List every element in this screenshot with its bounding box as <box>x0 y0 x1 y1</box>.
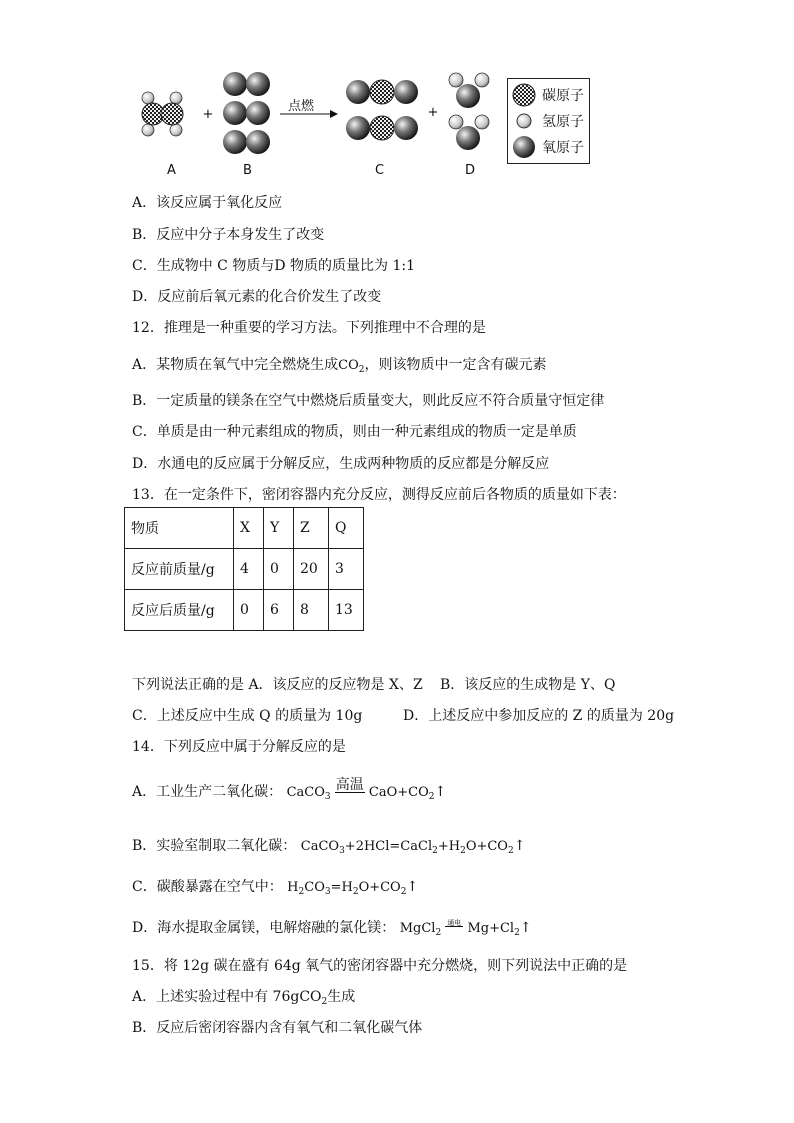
legend-oxygen <box>512 135 584 159</box>
q13-stem: 13．在一定条件下，密闭容器内充分反应，测得反应前后各物质的质量如下表： <box>132 487 626 503</box>
q12-a-sub: 2 <box>358 365 365 375</box>
table-row <box>125 590 364 631</box>
q14-d-label: D．海水提取金属镁，电解熔融的氯化镁： <box>132 920 396 936</box>
q13-mass-table <box>124 507 364 631</box>
label-b: B <box>243 163 252 178</box>
q15-a-post: 生成 <box>327 989 356 1005</box>
q14-d-condition: 通电 <box>447 918 462 927</box>
q12-option-b: B．一定质量的镁条在空气中燃烧后质量变大，则此反应不符合质量守恒定律 <box>132 393 605 409</box>
table-header-cell: Q <box>329 508 364 549</box>
q14-d-equation: MgCl$_2$ 通电 $Mg+Cl_2$ <box>399 918 520 938</box>
q14-b-up-arrow: ↑ <box>513 838 526 854</box>
table-cell: 13 <box>329 590 364 631</box>
label-c: C <box>375 163 385 178</box>
q14-a-label: A．工业生产二氧化碳： <box>132 784 283 800</box>
table-row <box>125 549 364 590</box>
q14-a-condition: 高温 <box>335 776 364 793</box>
legend <box>507 78 590 164</box>
legend-oxygen-label: 氧原子 <box>542 140 584 156</box>
hydrogen-atom-icon <box>512 109 536 133</box>
q14-c-up-arrow: ↑ <box>406 879 419 895</box>
molecule-b <box>223 72 270 154</box>
legend-hydrogen-label: 氢原子 <box>542 114 584 130</box>
table-cell: 3 <box>329 549 364 590</box>
q15-option-b: B．反应后密闭容器内含有氧气和二氧化碳气体 <box>132 1020 423 1036</box>
q13-option-c: C．上述反应中生成 Q 的质量为 10g <box>132 708 363 724</box>
q15-option-a <box>132 986 355 1007</box>
q12-a-co: CO <box>338 358 359 373</box>
q15-a-pre: A．上述实验过程中有 76gCO <box>132 989 322 1005</box>
table-header-cell: Z <box>294 508 329 549</box>
q12-a-pre: A．某物质在氧气中完全燃烧生成 <box>132 357 339 373</box>
carbon-atom-icon <box>512 83 536 107</box>
plus-sign-2: + <box>427 105 439 120</box>
q12-option-a <box>132 354 546 375</box>
table-header-cell: X <box>234 508 264 549</box>
arrow-label: 点燃 <box>288 99 315 114</box>
molecule-a <box>142 92 183 136</box>
q14-option-b <box>132 835 525 856</box>
table-cell: 8 <box>294 590 329 631</box>
label-d: D <box>465 163 476 178</box>
table-cell: 20 <box>294 549 329 590</box>
table-header-cell: 物质 <box>125 508 234 549</box>
table-cell: 4 <box>234 549 264 590</box>
legend-carbon-label: 碳原子 <box>542 88 584 104</box>
q11-option-b: B．反应中分子本身发生了改变 <box>132 227 325 243</box>
table-cell: 0 <box>264 549 294 590</box>
q14-b-equation: $CaCO_3+2HCl=CaCl_2+H_2O+CO_2$ <box>300 839 514 856</box>
q14-stem: 14．下列反应中属于分解反应的是 <box>132 739 346 755</box>
table-cell: 0 <box>234 590 264 631</box>
q11-option-d: D．反应前后氧元素的化合价发生了改变 <box>132 289 382 305</box>
q13-option-b: B．该反应的生成物是 Y、Q <box>440 677 616 693</box>
q11-option-a: A．该反应属于氧化反应 <box>132 195 283 211</box>
legend-carbon <box>512 83 584 107</box>
q14-a-up-arrow: ↑ <box>434 784 447 800</box>
q14-option-a <box>132 776 447 802</box>
q12-stem: 12．推理是一种重要的学习方法。下列推理中不合理的是 <box>132 320 486 336</box>
oxygen-atom-icon <box>512 135 536 159</box>
q14-c-label: C．碳酸暴露在空气中： <box>132 879 283 895</box>
table-cell: 反应后质量/g <box>125 590 234 631</box>
q14-c-equation: $H_2CO_3=H_2O+CO_2$ <box>287 880 407 897</box>
label-a: A <box>167 163 176 178</box>
table-header-cell: Y <box>264 508 294 549</box>
molecule-c <box>346 80 418 140</box>
q11-option-c: C．生成物中 C 物质与D 物质的质量比为 1:1 <box>132 258 415 274</box>
molecule-d <box>449 73 489 150</box>
legend-hydrogen <box>512 109 584 133</box>
table-cell: 反应前质量/g <box>125 549 234 590</box>
q14-b-label: B．实验室制取二氧化碳： <box>132 838 297 854</box>
q15-a-sub: 2 <box>321 997 328 1007</box>
q13-option-d: D．上述反应中参加反应的 Z 的质量为 20g <box>403 708 675 724</box>
q13-option-a: 下列说法正确的是 A．该反应的反应物是 X、Z <box>132 677 423 693</box>
q12-option-c: C．单质是由一种元素组成的物质，则由一种元素组成的物质一定是单质 <box>132 424 577 440</box>
q12-option-d: D．水通电的反应属于分解反应，生成两种物质的反应都是分解反应 <box>132 456 550 472</box>
q12-a-post: ，则该物质中一定含有碳元素 <box>364 357 547 373</box>
q15-stem: 15．将 12g 碳在盛有 64g 氧气的密闭容器中充分燃烧，则下列说法中正确的是 <box>132 958 628 974</box>
table-header-row <box>125 508 364 549</box>
q14-option-c <box>132 876 418 897</box>
q14-option-d <box>132 917 532 938</box>
q14-d-up-arrow: ↑ <box>519 920 532 936</box>
plus-sign-1: + <box>202 107 214 122</box>
table-cell: 6 <box>264 590 294 631</box>
q14-a-equation: CaCO$_3$ 高温 $CaO+CO_2$ <box>287 785 435 800</box>
